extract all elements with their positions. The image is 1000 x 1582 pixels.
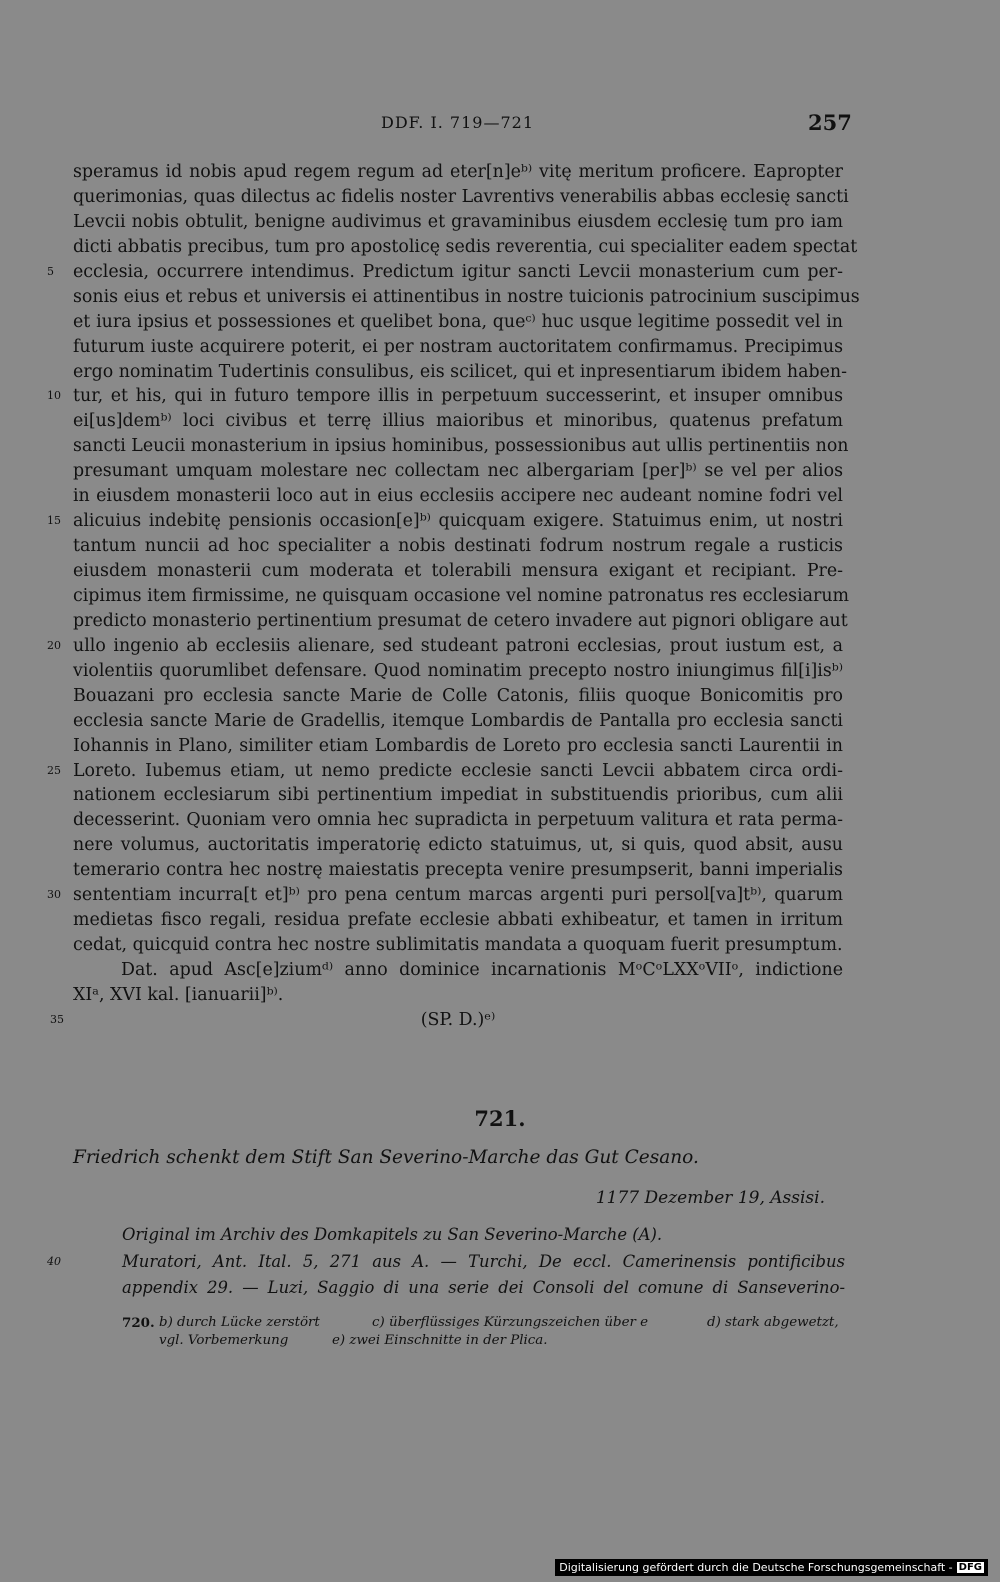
charter-text [47, 160, 860, 1033]
text-line [73, 285, 860, 310]
line-text: futurum iuste acquirere poterit, ei per nostram auctoritatem confirmamus. Precipimus [73, 336, 843, 357]
line-text: querimonias, quas dilectus ac fidelis noster Lavrentivs venerabilis abbas ecclesię sancti [73, 186, 849, 207]
text-line [73, 185, 849, 210]
text-line [73, 983, 843, 1008]
source-line [47, 1249, 845, 1276]
text-line [73, 534, 843, 559]
text-line [73, 310, 843, 335]
funding-text: Digitalisierung gefördert durch die Deutsche Forschungsgemeinschaft - [559, 1561, 953, 1574]
text-line [73, 434, 849, 459]
page-number: 257 [808, 110, 852, 135]
footnote-b: b) durch Lücke zerstört [159, 1315, 320, 1330]
text-line [73, 734, 843, 759]
text-line [73, 908, 843, 933]
text-line [73, 709, 843, 734]
line-text: Original im Archiv des Domkapitels zu San Severino-Marche (A). [122, 1225, 663, 1244]
line-text: temerario contra hec nostrę maiestatis precepta venire presumpserit, banni imperialis [73, 860, 843, 881]
line-text: Loreto. Iubemus etiam, ut nemo predicte ecclesie sancti Levcii abbatem circa ordi- [73, 760, 843, 781]
line-number: 25 [47, 763, 61, 777]
line-number: 35 [50, 1012, 64, 1026]
line-text: eiusdem monasterii cum moderata et tolerabili mensura exigant et recipiant. Pre- [73, 561, 843, 581]
line-text: Iohannis in Plano, similiter etiam Lombardis de Loreto pro ecclesia sancti Laurentii in [73, 735, 843, 756]
footnote-c: c) überflüssiges Kürzungszeichen über e [372, 1315, 649, 1330]
line-text: ei[us]demᵇ⁾ loci civibus et terrę illius maioribus et minoribus, quatenus prefatum [73, 411, 843, 432]
footnote-d-continued: vgl. Vorbemerkung [159, 1333, 289, 1348]
text-line [73, 833, 843, 858]
line-text: alicuius indebitę pensionis occasion[e]ᵇ⁾ quicquam exigere. Statuimus enim, ut nostri [73, 511, 843, 532]
text-line [47, 384, 843, 409]
text-line [73, 609, 848, 634]
text-line [47, 883, 843, 908]
line-number: 30 [47, 888, 61, 902]
text-line [50, 1008, 843, 1033]
line-text: ecclesia, occurrere intendimus. Predictum igitur sancti Levcii monasterium cum per- [73, 261, 843, 282]
text-line [73, 958, 843, 983]
text-line [73, 659, 843, 684]
text-line [73, 484, 843, 509]
line-text: cipimus item firmissime, ne quisquam occasione vel nomine patronatus res ecclesiarum [73, 585, 850, 606]
footnote-row [122, 1314, 845, 1332]
line-text: tur, et his, qui in futuro tempore illis in perpetuum successerint, et insuper omnibus [73, 386, 843, 407]
line-text: sonis eius et rebus et universis ei attinentibus in nostre tuicionis patrocinium suscipimus [73, 286, 860, 307]
source-line [122, 1222, 845, 1249]
text-line [73, 858, 843, 883]
document-number: 721. [474, 1106, 526, 1131]
line-text: et iura ipsius et possessiones et quelibet bona, queᶜ⁾ huc usque legitime possedit vel in [73, 311, 843, 332]
footnote-doc-label: 720. [122, 1315, 155, 1331]
line-text: decesserint. Quoniam vero omnia hec supradicta in perpetuum valitura et rata perma- [73, 810, 843, 831]
text-line [47, 634, 843, 659]
line-text: nere volumus, auctoritatis imperatorię edicto statuimus, ut, si quis, quod absit, ausu [73, 835, 843, 856]
line-text: (SP. D.)ᵉ⁾ [420, 1009, 496, 1030]
text-line [73, 160, 843, 185]
text-line [73, 808, 843, 833]
text-line [73, 559, 843, 584]
text-line [47, 759, 843, 784]
line-text: ergo nominatim Tudertinis consulibus, eis scilicet, qui et inpresentiarum ibidem haben- [73, 361, 847, 382]
text-line [73, 584, 850, 609]
footnote-row [122, 1332, 845, 1350]
line-text: XIᵃ, XVI kal. [ianuarii]ᵇ⁾. [73, 984, 284, 1005]
funding-footer [555, 1559, 988, 1576]
line-text: speramus id nobis apud regem regum ad eter[n]eᵇ⁾ vitę meritum proficere. Eapropter [73, 162, 843, 182]
line-text: Muratori, Ant. Ital. 5, 271 aus A. — Turchi, De eccl. Camerinensis pontificibus [122, 1251, 845, 1271]
text-line [47, 260, 843, 285]
footnotes [122, 1314, 845, 1350]
line-text: Levcii nobis obtulit, benigne audivimus et gravaminibus eiusdem ecclesię tum pro iam [73, 211, 843, 232]
document-date-place: 1177 Dezember 19, Assisi. [595, 1188, 825, 1208]
line-number: 40 [47, 1254, 61, 1268]
dfg-logo-icon: DFG [958, 1562, 982, 1573]
line-text: medietas fisco regali, residua prefate ecclesie abbati exhibeatur, et tamen in irritum [73, 910, 843, 931]
text-line [73, 783, 843, 808]
line-number: 20 [47, 638, 61, 652]
text-line [73, 235, 858, 260]
text-line [47, 509, 843, 534]
text-line [73, 933, 843, 958]
line-text: tantum nuncii ad hoc specialiter a nobis destinati fodrum nostrum regale a rusticis [73, 536, 843, 557]
line-number: 15 [47, 514, 61, 528]
line-text: ullo ingenio ab ecclesiis alienare, sed studeant patroni ecclesias, prout iustum est, a [73, 635, 843, 656]
text-line [73, 360, 847, 385]
text-line [73, 409, 843, 434]
line-text: cedat, quicquid contra hec nostre sublimitatis mandata a quoquam fuerit presumptum. [73, 935, 843, 956]
line-text: nationem ecclesiarum sibi pertinentium impediat in substituendis prioribus, cum alii [73, 785, 843, 806]
line-text: ecclesia sancte Marie de Gradellis, itemque Lombardis de Pantalla pro ecclesia sancti [73, 710, 843, 731]
footnote-d: d) stark abgewetzt, [707, 1315, 839, 1330]
text-line [73, 684, 843, 709]
text-line [73, 210, 843, 235]
line-text: violentiis quorumlibet defensare. Quod nominatim precepto nostro iniungimus fil[i]isᵇ⁾ [73, 660, 843, 681]
line-text: appendix 29. — Luzi, Saggio di una serie dei Consoli del comune di Sanseverino- [122, 1278, 845, 1297]
sources-block [47, 1222, 845, 1302]
line-text: sancti Leucii monasterium in ipsius hominibus, possessionibus aut ullis pertinentiis non [73, 436, 849, 457]
text-line [73, 335, 843, 360]
line-text: presumant umquam molestare nec collectam nec albergariam [per]ᵇ⁾ se vel per alios [73, 461, 843, 482]
running-head [0, 110, 1000, 136]
source-line [122, 1275, 845, 1302]
line-text: dicti abbatis precibus, tum pro apostolicę sedis reverentia, cui specialiter eadem spectat [73, 236, 858, 257]
line-text: Dat. apud Asc[e]ziumᵈ⁾ anno dominice incarnationis MᵒCᵒLXXᵒVIIᵒ, indictione [121, 960, 843, 980]
line-text: Bouazani pro ecclesia sancte Marie de Colle Catonis, filiis quoque Bonicomitis pro [73, 685, 843, 706]
document-regest: Friedrich schenkt dem Stift San Severino-Marche das Gut Cesano. [73, 1147, 699, 1168]
footnote-e: e) zwei Einschnitte in der Plica. [332, 1333, 548, 1348]
line-number: 10 [47, 389, 61, 403]
running-title: DDF. I. 719—721 [381, 113, 535, 132]
line-text: sententiam incurra[t et]ᵇ⁾ pro pena centum marcas argenti puri persol[va]tᵇ⁾, quarum [73, 885, 843, 906]
line-number: 5 [47, 264, 54, 278]
line-text: predicto monasterio pertinentium presumat de cetero invadere aut pignori obligare aut [73, 610, 848, 631]
line-text: in eiusdem monasterii loco aut in eius ecclesiis accipere nec audeant nomine fodri vel [73, 486, 843, 507]
text-line [73, 459, 843, 484]
